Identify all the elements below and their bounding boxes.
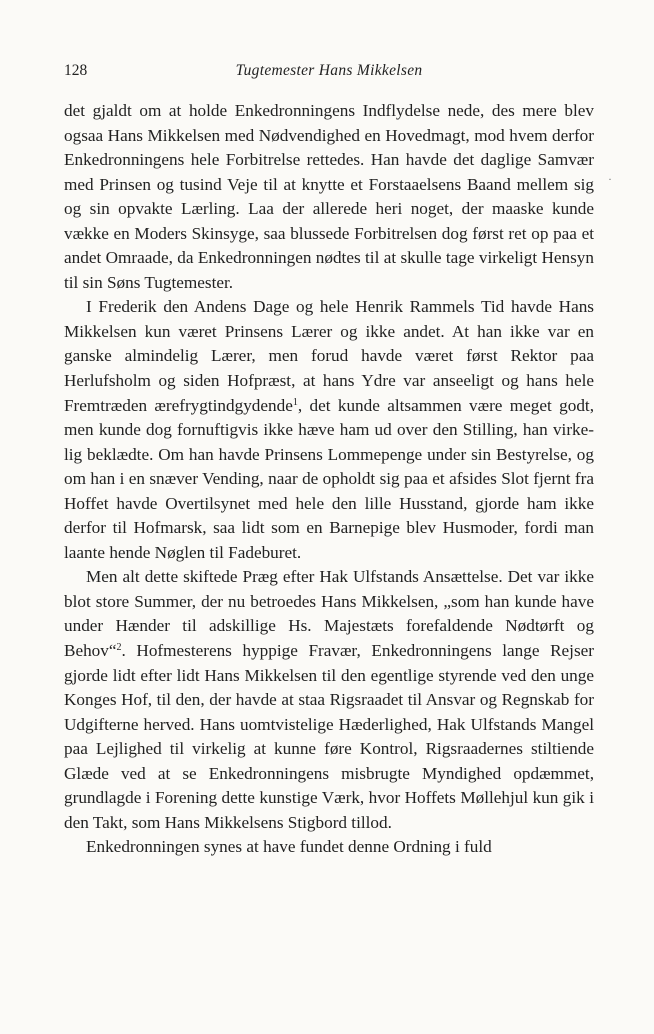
margin-mark: ·	[608, 172, 612, 186]
page-header	[64, 62, 594, 84]
body-text	[64, 99, 594, 860]
footnote-marker-1: 1	[292, 396, 298, 408]
page-number: 128	[64, 62, 88, 79]
running-title: Tugtemester Hans Mikkelsen	[235, 62, 423, 79]
paragraph-3-text-a: Men alt dette skiftede Præg efter Hak Ulfstands Ansættelse. Det var ikke blot store Summer, der nu betroedes Hans Mikkelsen, „som han kunde have under Hænder til adskillige Hs. Majestæts forefaldende Nødtørft og Behov“	[64, 567, 594, 661]
paragraph-1: det gjaldt om at holde Enkedronningens Indflydelse nede, des mere blev ogsaa Hans Mikkelsen med Nødvendighed en Hovedmagt, mod hvem derfor Enkedronningens hele Forbitrelse rettedes. Han havde det daglige Samvær med Prinsen og tusind Veje til at knytte et Forstaaelsens Baand mellem sig og sin opvakte Lærling. Laa der allerede heri noget, der maaske kunde vække en Moders Skinsyge, saa blussede Forbitrelsen dog først ret op paa et andet Omraade, da Enkedronningen nødtes til at skulle tage virkeligt Hensyn til sin Søns Tugtemester.	[64, 101, 594, 292]
paragraph-2-text-b: , det kunde altsammen være meget godt, men kunde dog fornuftigvis ikke hæve ham ud over den Stilling, han virkelig beklædte. Om han havde Prinsens Lommepenge under sin Bestyrelse, og om han i en snæver Vending, naar de opholdt sig paa et afsides Slot fjernt fra Hoffet havde Overtilsynet med hele den lille Husstand, gjorde ham ikke derfor til Hofmarsk, saa lidt som en Barnepige blev Husmoder, fordi man laante hende Nøglen til Fadeburet.	[64, 395, 594, 562]
paragraph-4: Enkedronningen synes at have fundet denne Ordning i fuld	[86, 837, 492, 857]
paragraph-3-text-b: . Hofmesterens hyppige Fravær, Enkedronningens lange Rejser gjorde lidt efter lidt Hans Mikkelsen til den egentlige styrende ved den unge Konges Hof, til den, der havde at staa Rigsraadet til Ansvar og Regnskab for Udgifterne herved. Hans uomtvistelige Hæderlighed, Hak Ulfstands Mangel paa Lejlighed til virkelig at kunne føre Kontrol, Rigsraadernes stiltiende Glæde ved at se Enkedronningens misbrugte Myndighed opdæmmet, grundlagde i Forening dette kunstige Værk, hvor Hoffets Møllehjul kun gik i den Takt, som Hans Mikkelsens Stigbord tillod.	[64, 641, 594, 832]
footnote-marker-2: 2	[116, 642, 122, 654]
paragraph-2	[64, 295, 594, 565]
paragraph-3	[64, 565, 594, 835]
paragraph-2-text-a: I Frederik den Andens Dage og hele Henrik Rammels Tid havde Hans Mikkelsen kun været Prinsens Lærer og ikke andet. At han ikke var en ganske almindelig Lærer, men forud havde været først Rektor paa Herlufsholm og siden Hofpræst, at hans Ydre var anseeligt og hans hele Fremtræden ærefrygtindgydende	[64, 297, 594, 415]
